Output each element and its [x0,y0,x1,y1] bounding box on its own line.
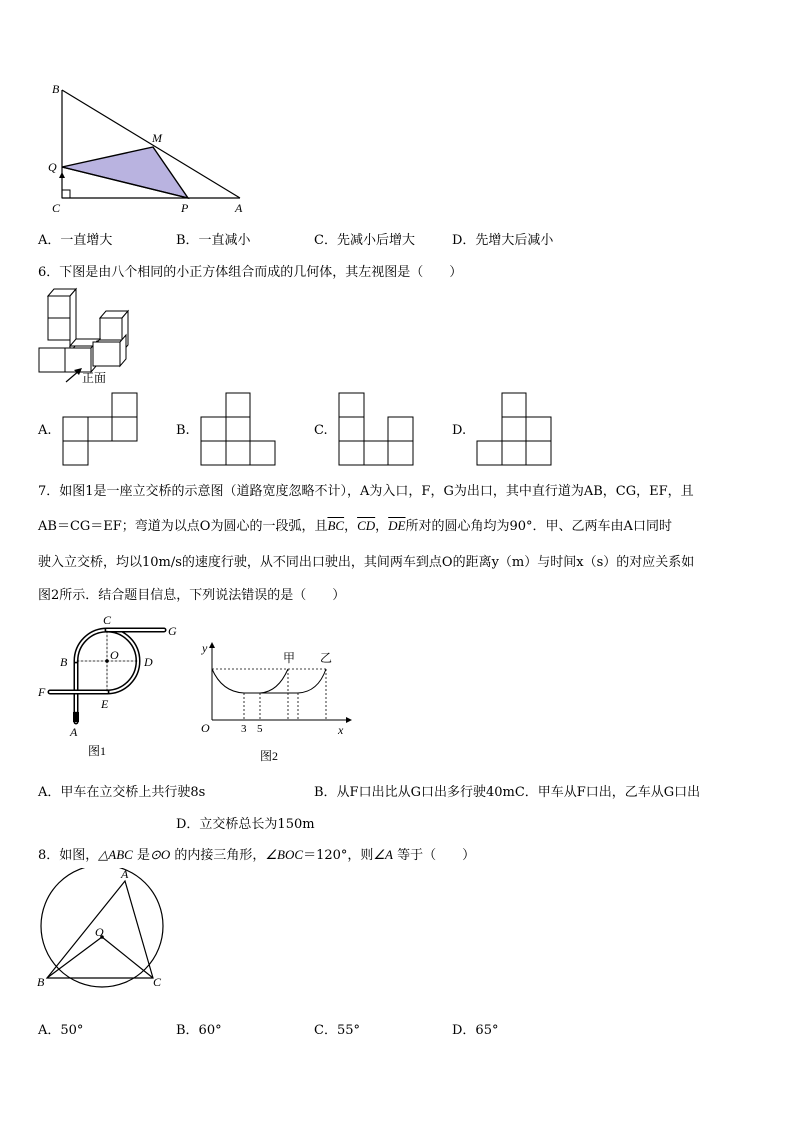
q5-option-d[interactable]: D．先增大后减小 [452,233,554,248]
label-q: Q [48,160,57,174]
fig1-label-f: F [38,685,46,699]
q8-option-c[interactable]: C．55° [314,1023,360,1038]
fig1-caption: 图1 [88,744,107,758]
q-arrow-icon [59,172,65,178]
q6-option-c-view[interactable] [338,392,416,468]
q8-label-o: O [95,925,104,939]
fig2-label-jia: 甲 [283,651,296,665]
q7-figure-2 [196,640,354,768]
label-c: C [52,201,61,215]
q8-triangle: △ABC [98,847,133,862]
q8-option-b[interactable]: B．60° [176,1023,222,1038]
q8-label-c: C [153,975,162,989]
fig2-tick-5: 5 [257,723,263,735]
q5-option-b[interactable]: B．一直减小 [176,233,251,248]
q7-line-1: 7．如图1是一座立交桥的示意图（道路宽度忽略不计），A为入口，F，G为出口，其中直行道为AB，CG，EF，且 [38,484,694,499]
q7-line-3: 驶入立交桥，均以10m/s的速度行驶，从不同出口驶出，其间两车到点O的距离y（m）与时间x（s）的对应关系如 [38,555,695,570]
q8-label-a: A [121,868,129,881]
q5-option-a[interactable]: A．一直增大 [38,233,113,248]
fig1-label-a: A [70,725,78,739]
curve-jia [212,669,288,693]
q8-circle-figure [34,868,184,992]
fig2-x-label: x [338,723,344,737]
q6-option-d[interactable]: D. [452,423,467,438]
q8-option-a[interactable]: A．50° [38,1023,84,1038]
label-p: P [181,201,189,215]
q8-angle-boc: ∠BOC [265,847,304,862]
fig2-tick-3: 3 [241,723,247,735]
q8-mid-2: 的内接三角形， [170,848,266,863]
q6-option-b-view[interactable] [200,392,278,468]
q8-stem [38,844,475,863]
arc-cd: $\overline{CD}$ [357,518,376,533]
y-axis-arrow-icon [209,642,215,648]
right-angle-mark [62,190,70,198]
segment-oc [102,937,153,978]
fig1-label-b: B [60,655,68,669]
q5-triangle-figure [40,78,255,218]
q8-label-b: B [37,975,45,989]
q8-option-d[interactable]: D．65° [452,1023,499,1038]
fig1-label-c: C [103,613,112,627]
q6-option-c[interactable]: C. [314,423,328,438]
q7-option-a[interactable]: A．甲车在立交桥上共行驶8s [38,785,206,800]
q8-mid-1: 是 [132,848,150,863]
fig1-label-d: D [144,655,153,669]
q7-line-2-pre: AB＝CG＝EF；弯道为以点O为圆心的一段弧，且 [38,519,328,534]
q6-stem: 6．下图是由八个相同的小正方体组合而成的几何体，其左视图是（ ） [38,265,463,280]
q6-option-a-view[interactable] [62,392,140,468]
q8-circle: ⊙O [149,847,171,862]
q7-line-4: 图2所示．结合题目信息，下列说法错误的是（ ） [38,588,346,603]
q6-option-a[interactable]: A. [38,423,52,438]
q8-mid-3: ＝120°，则 [303,848,374,863]
q8-angle-a: ∠A [373,847,393,862]
fig1-label-e: E [101,697,109,711]
fig2-y-label: y [202,641,208,655]
arc-de: $\overline{DE}$ [388,518,406,533]
q7-figure-1 [36,612,186,762]
q8-stem-pre: 8．如图， [38,848,99,863]
fig2-label-yi: 乙 [320,651,333,665]
q7-line-2-post: 所对的圆心角均为90°．甲、乙两车由A口同时 [405,519,672,534]
q7-sep-2: ， [375,519,389,534]
q7-option-b[interactable]: B．从F口出比从G口出多行驶40mC．甲车从F口出，乙车从G口出 [314,785,701,800]
curve-yi [260,669,326,693]
fig1-label-o: O [110,648,119,662]
q6-option-d-view[interactable] [476,392,554,468]
label-m: M [152,131,162,145]
q7-line-2 [38,515,672,534]
x-axis-arrow-icon [346,717,352,723]
fig2-caption: 图2 [260,749,279,763]
center-o-dot [105,659,109,663]
q7-sep-1: ， [344,519,358,534]
label-a: A [235,201,243,215]
q7-option-d[interactable]: D．立交桥总长为150m [176,817,315,832]
q6-option-b[interactable]: B. [176,423,190,438]
front-view-label: 正面 [82,371,107,385]
fig2-origin: O [201,721,210,735]
q5-option-c[interactable]: C．先减小后增大 [314,233,415,248]
label-b: B [52,82,60,96]
arc-bc: $\overline{BC}$ [327,518,345,533]
fig1-label-g: G [168,624,177,638]
q8-post: 等于（ ） [393,848,476,863]
